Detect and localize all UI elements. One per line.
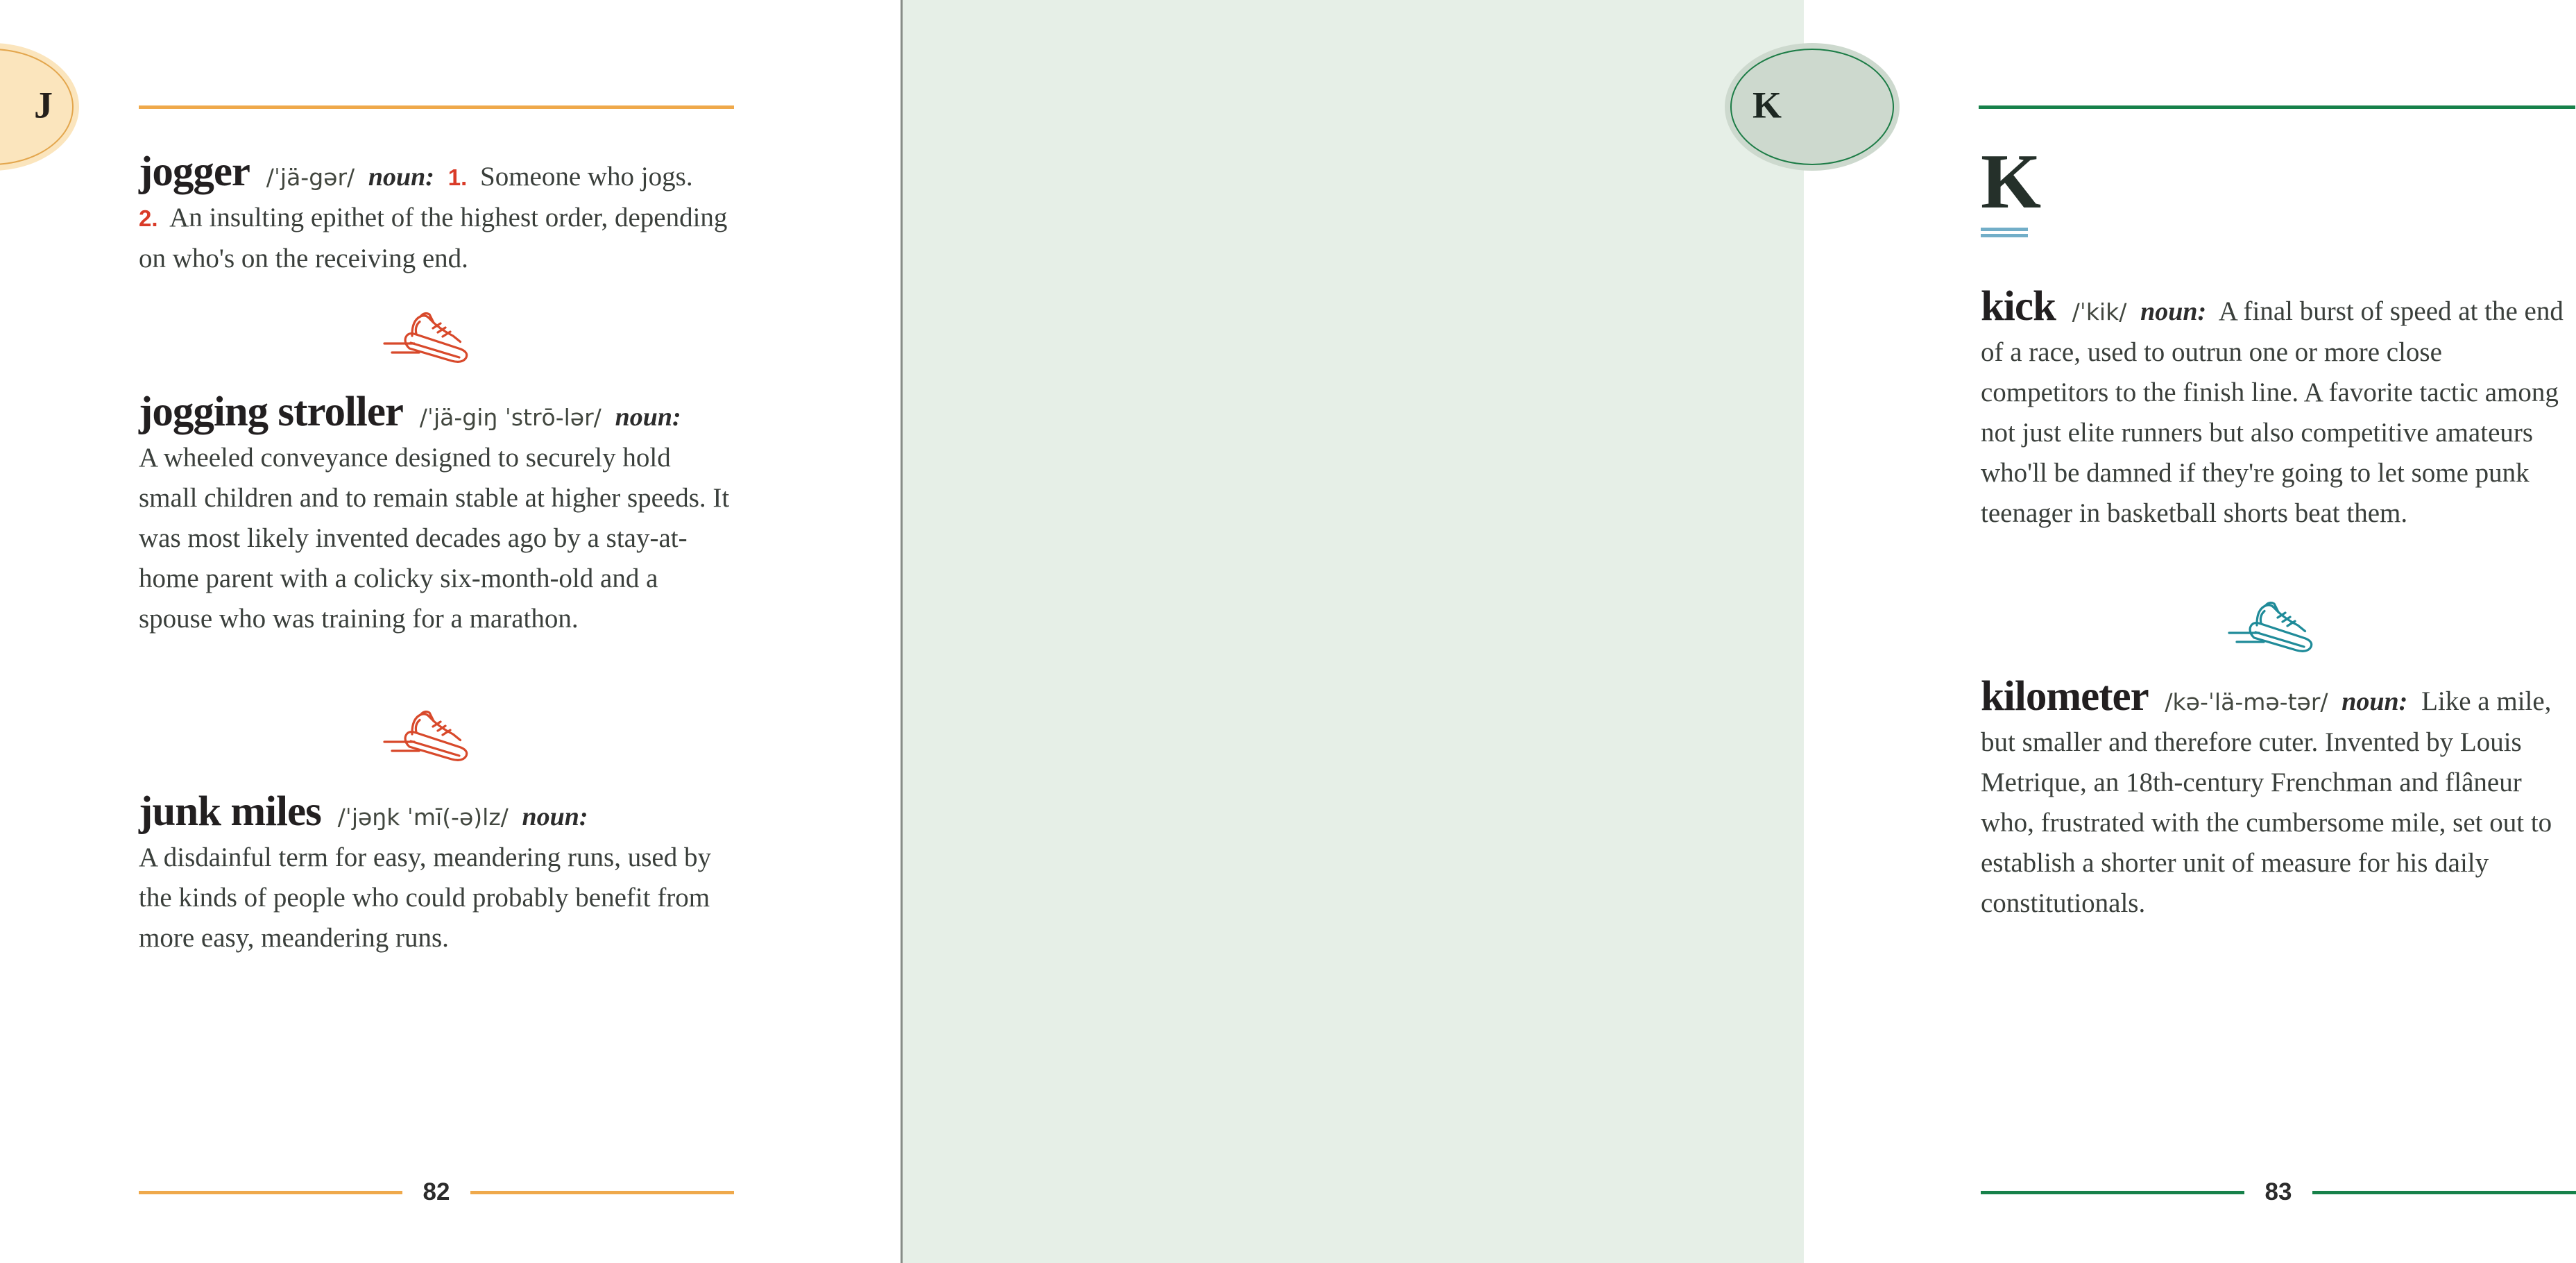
footer-rule	[470, 1191, 734, 1194]
sense-number: 2.	[139, 205, 158, 231]
part-of-speech: noun:	[2140, 297, 2207, 326]
pronunciation: /ˈjä-gər/	[266, 164, 355, 191]
definition-text: A final burst of speed at the end of a race, used to outrun one or more close competitors to the finish line. A favorite tactic among not just elite runners but also competitive amateurs who'll be damned if they're going to let some punk teenager in basketball shorts beat them.	[1981, 296, 2564, 528]
part-of-speech: noun:	[522, 802, 588, 831]
entry-junk-miles	[139, 788, 734, 958]
underline-bar	[1981, 234, 2028, 237]
left-top-rule	[139, 105, 734, 109]
left-page	[0, 0, 902, 1263]
part-of-speech: noun:	[615, 402, 681, 432]
underline-bar	[1981, 228, 2028, 231]
footer-rule	[2312, 1191, 2576, 1194]
definition-text: A wheeled conveyance designed to securely hold small children and to remain stable at higher speeds. It was most likely invented decades ago by a stay-at-home parent with a colicky six-month-old and a spouse who was training for a marathon.	[139, 443, 730, 634]
page-number: 82	[423, 1178, 450, 1205]
left-page-footer	[139, 1178, 734, 1206]
right-top-rule	[1979, 105, 2575, 109]
pronunciation: /ˈjəŋk ˈmī(-ə)lz/	[337, 804, 509, 831]
thumb-tab-k	[1725, 43, 1900, 171]
definition-text: Someone who jogs.	[480, 162, 693, 192]
headword: kick	[1981, 283, 2056, 330]
page-number: 83	[2264, 1178, 2292, 1205]
running-shoe-icon	[382, 708, 486, 769]
running-shoe-icon	[382, 310, 486, 371]
entry-jogging-stroller	[139, 389, 734, 639]
right-page	[902, 0, 2564, 1263]
definition-text: An insulting epithet of the highest order, depending on who's on the receiving end.	[139, 203, 728, 273]
definition-text: Like a mile, but smaller and therefore cuter. Invented by Louis Metrique, an 18th-century Frenchman and flâneur who, frustrated with the cumbersome mile, set out to establish a shorter unit of measure for his daily constitutionals.	[1981, 686, 2552, 918]
footer-rule	[139, 1191, 402, 1194]
sense-number: 1.	[447, 164, 468, 190]
entry-kilometer	[1981, 673, 2576, 924]
pronunciation: /kə-ˈlä-mə-tər/	[2165, 688, 2328, 715]
running-shoe-icon	[2226, 599, 2330, 660]
right-page-footer	[1981, 1178, 2576, 1206]
entry-kick	[1981, 283, 2576, 534]
headword: kilometer	[1981, 673, 2149, 720]
definition-text: A disdainful term for easy, meandering runs, used by the kinds of people who could probably benefit from more easy, meandering runs.	[139, 842, 711, 953]
footer-rule	[1981, 1191, 2244, 1194]
section-letter-heading: K	[1981, 139, 2040, 225]
headword: jogger	[139, 149, 250, 195]
tab-letter: J	[34, 84, 53, 126]
entry-jogger	[139, 149, 734, 279]
tab-letter: K	[1752, 84, 1782, 126]
part-of-speech: noun:	[368, 162, 434, 192]
headword: jogging stroller	[139, 389, 404, 435]
headword: junk miles	[139, 788, 321, 835]
page-divider	[901, 0, 903, 1263]
part-of-speech: noun:	[2342, 687, 2408, 716]
pronunciation: /ˈkik/	[2072, 298, 2127, 325]
pronunciation: /ˈjä-giŋ ˈstrō-lər/	[419, 404, 602, 431]
section-letter-underline	[1981, 228, 2028, 237]
